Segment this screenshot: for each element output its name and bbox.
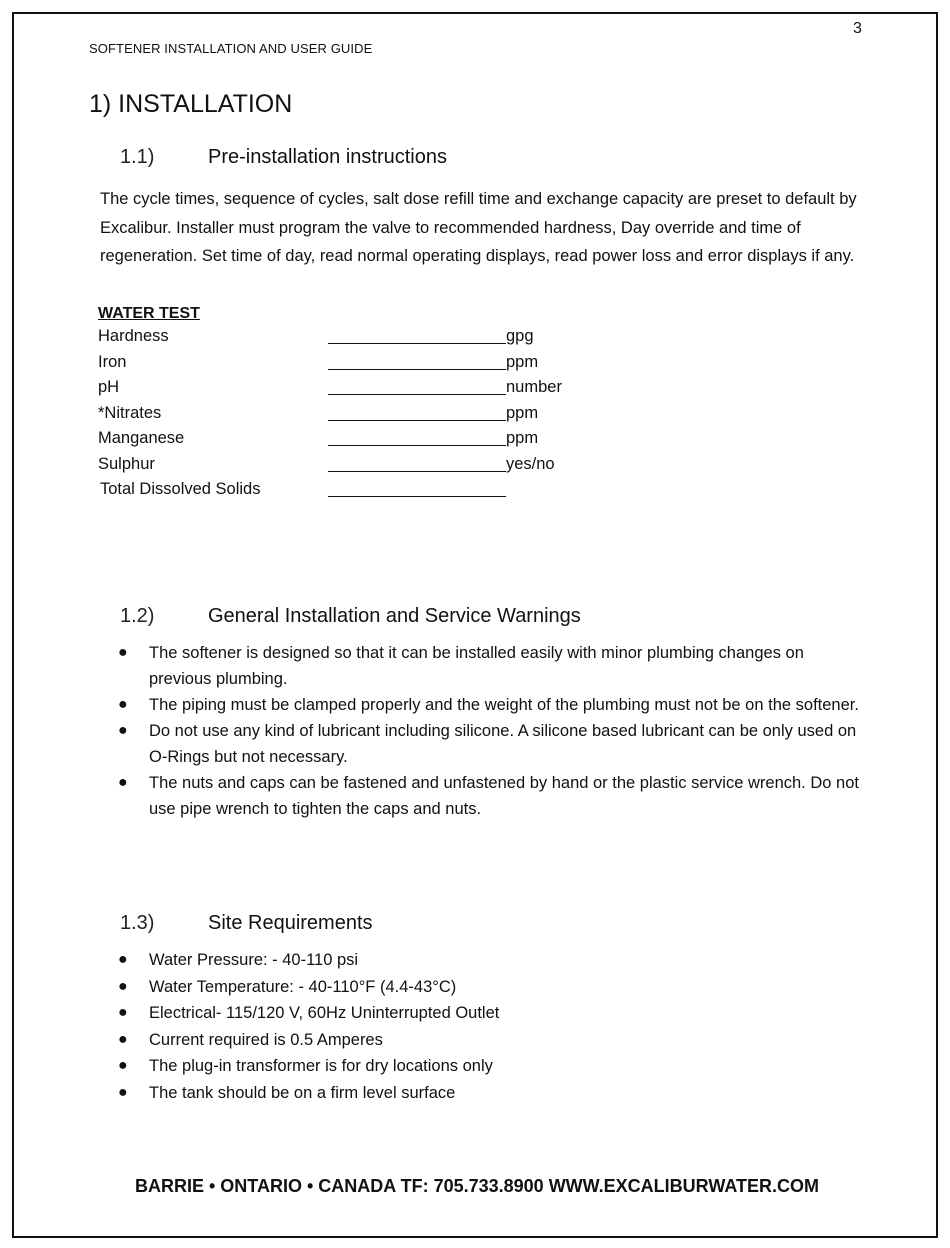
- list-item-text: The piping must be clamped properly and the weight of the plumbing must not be on the softener.: [149, 696, 859, 714]
- blank-fill-line: [328, 394, 506, 395]
- water-test-unit: ppm: [506, 403, 539, 422]
- bullet-icon: ●: [118, 644, 128, 661]
- list-item: [120, 947, 870, 974]
- water-test-row-hardness: [98, 324, 658, 348]
- list-item: [120, 770, 870, 822]
- subsection-title: Site Requirements: [208, 912, 373, 934]
- bullet-icon: ●: [118, 1030, 128, 1048]
- water-test-label: *Nitrates: [98, 403, 162, 422]
- list-item-text: Current required is 0.5 Amperes: [149, 1030, 383, 1049]
- bullet-icon: ●: [118, 1004, 128, 1022]
- page-number: 3: [853, 20, 862, 37]
- water-test-row-sulphur: [98, 452, 658, 476]
- subsection-number: 1.3): [120, 912, 155, 934]
- water-test-label: Sulphur: [98, 454, 155, 473]
- subsection-number: 1.2): [120, 605, 155, 627]
- blank-fill-line: [328, 420, 506, 421]
- list-item: [120, 1080, 870, 1107]
- water-test-unit: gpg: [506, 327, 534, 345]
- blank-fill-line: [328, 471, 506, 472]
- bullet-icon: ●: [118, 1083, 128, 1101]
- bullet-icon: ●: [118, 951, 128, 968]
- site-requirements-list: [120, 947, 870, 1107]
- water-test-row-ph: [98, 375, 658, 399]
- water-test-row-manganese: [98, 426, 658, 450]
- water-test-unit: ppm: [506, 429, 539, 447]
- water-test-label: pH: [98, 378, 120, 396]
- bullet-icon: ●: [118, 722, 128, 739]
- water-test-title: WATER TEST: [98, 305, 200, 322]
- list-item-text: The softener is designed so that it can be installed easily with minor plumbing changes on previous plumbing.: [149, 644, 804, 688]
- list-item-text: Do not use any kind of lubricant including silicone. A silicone based lubricant can be only used on O-Rings but not necessary.: [149, 722, 857, 766]
- list-item: [120, 1053, 870, 1080]
- subsection-heading-1-2: [120, 605, 581, 628]
- subsection-number: 1.1): [120, 146, 155, 168]
- water-test-row-tds: [100, 477, 660, 501]
- bullet-icon: ●: [118, 977, 128, 995]
- subsection-title: Pre-installation instructions: [208, 146, 447, 168]
- section-title-installation: 1) INSTALLATION: [89, 90, 293, 118]
- list-item: [120, 1027, 870, 1054]
- list-item-text: Water Pressure: - 40-110 psi: [149, 951, 359, 969]
- warnings-list: [120, 640, 870, 822]
- list-item-text: The plug-in transformer is for dry locations only: [149, 1057, 493, 1076]
- list-item: [120, 692, 870, 718]
- list-item-text: The tank should be on a firm level surface: [149, 1083, 456, 1102]
- pre-installation-paragraph: The cycle times, sequence of cycles, salt dose refill time and exchange capacity are preset to default by Excalibur. Installer must program the valve to recommended hardness, Day override and time of regeneration. Set time of day, read normal operating displays, read power loss and error displays if any.: [100, 190, 857, 265]
- list-item-text: Water Temperature: - 40-110°F (4.4-43°C): [149, 977, 457, 996]
- subsection-heading-1-3: [120, 912, 373, 935]
- water-test-row-iron: [98, 350, 658, 374]
- list-item-text: Electrical- 115/120 V, 60Hz Uninterrupted Outlet: [149, 1004, 500, 1023]
- water-test-row-nitrates: [98, 401, 658, 425]
- blank-fill-line: [328, 496, 506, 497]
- list-item: [120, 718, 870, 770]
- water-test-label: Iron: [98, 352, 127, 371]
- water-test-label: Manganese: [98, 429, 185, 447]
- list-item-text: The nuts and caps can be fastened and unfastened by hand or the plastic service wrench. Do not use pipe wrench to tighten the caps and nuts.: [149, 774, 859, 818]
- water-test-unit: ppm: [506, 352, 539, 371]
- water-test-unit: number: [506, 378, 562, 396]
- blank-fill-line: [328, 343, 506, 344]
- list-item: [120, 1000, 870, 1027]
- subsection-title: General Installation and Service Warnings: [208, 605, 581, 627]
- list-item: [120, 974, 870, 1001]
- water-test-label: Hardness: [98, 327, 169, 345]
- blank-fill-line: [328, 445, 506, 446]
- water-test-label: Total Dissolved Solids: [100, 480, 261, 498]
- bullet-icon: ●: [118, 1057, 128, 1075]
- page-footer: BARRIE • ONTARIO • CANADA TF: 705.733.8900 WWW.EXCALIBURWATER.COM: [135, 1176, 819, 1196]
- list-item: [120, 640, 870, 692]
- document-header: SOFTENER INSTALLATION AND USER GUIDE: [89, 41, 373, 56]
- bullet-icon: ●: [118, 696, 128, 713]
- bullet-icon: ●: [118, 774, 128, 791]
- subsection-heading-1-1: [120, 146, 447, 169]
- water-test-unit: yes/no: [506, 454, 555, 473]
- blank-fill-line: [328, 369, 506, 370]
